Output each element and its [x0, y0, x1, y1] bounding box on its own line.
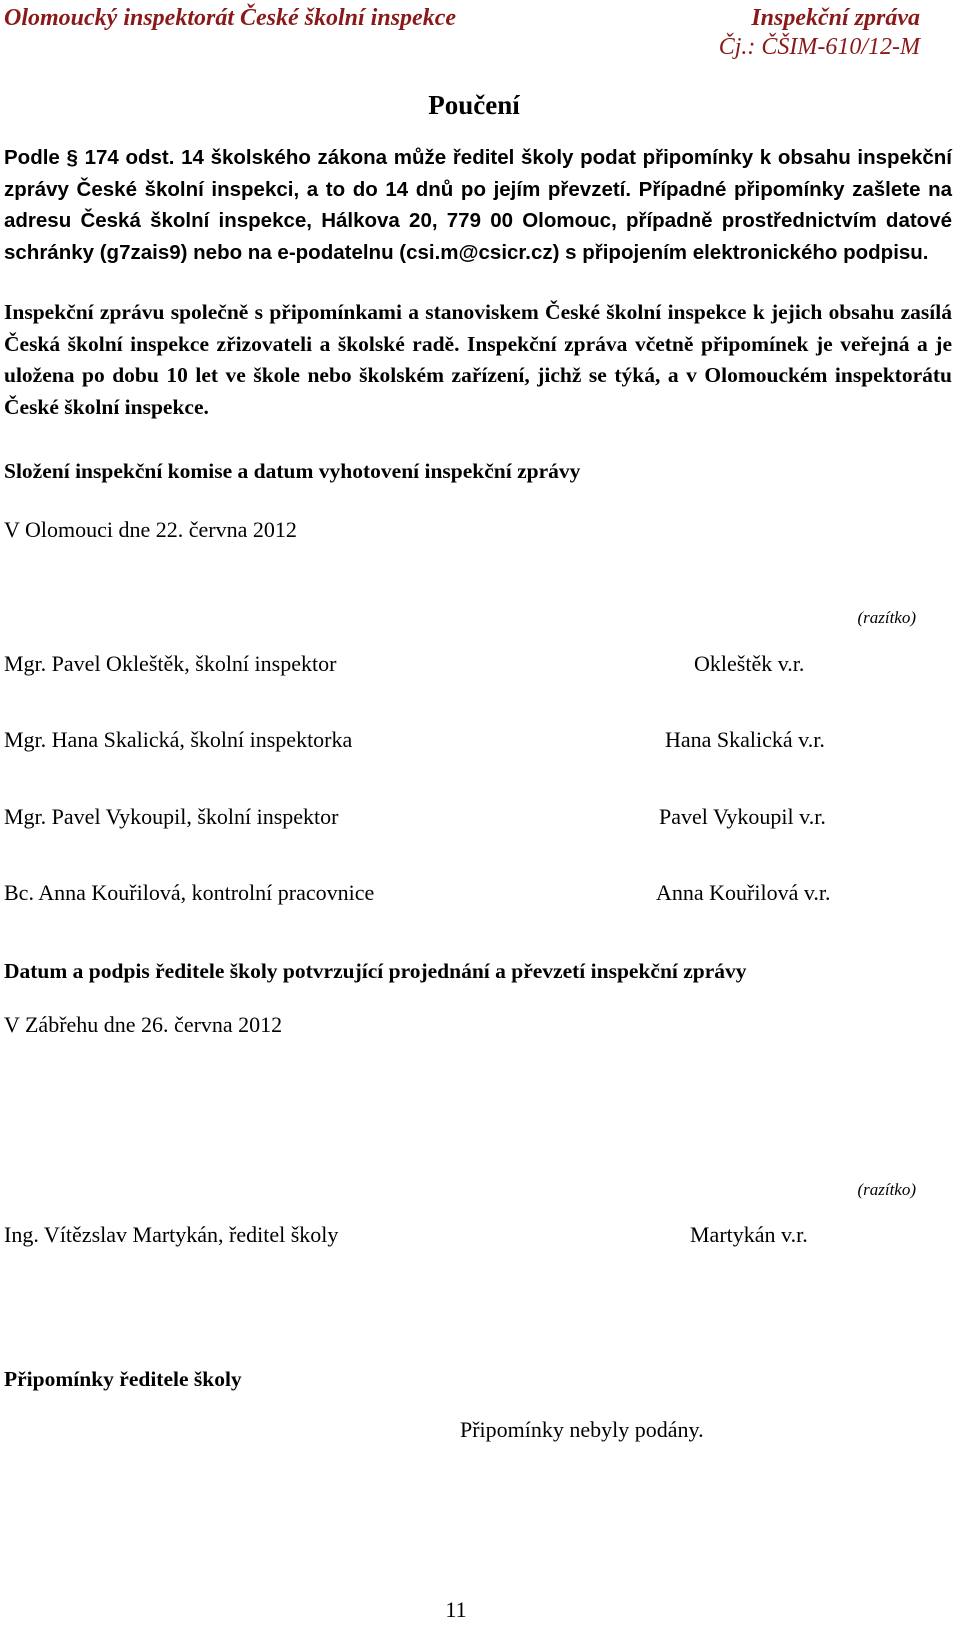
director-heading: Datum a podpis ředitele školy potvrzující projednání a převzetí inspekční zprávy	[4, 959, 747, 983]
commission-place-date: V Olomouci dne 22. června 2012	[4, 517, 297, 542]
commission-member-name: Mgr. Hana Skalická, školní inspektorka	[4, 727, 353, 752]
paragraph-instructions: Podle § 174 odst. 14 školského zákona může ředitel školy podat připomínky k obsahu inspekční zprávy České školní inspekci, a to do 14 dnů po jejím převzetí. Případné připomínky zašlete na adresu Česká školní inspekce, Hálkova 20, 779 00 Olomouc, případně prostřednictvím datové schránky (g7zais9) nebo na e-podatelnu (csi.m@csicr.cz) s připojením elektronického podpisu.	[4, 146, 952, 264]
director-name: Ing. Vítězslav Martykán, ředitel školy	[4, 1222, 339, 1247]
page-title: Poučení	[428, 90, 520, 120]
remarks-heading: Připomínky ředitele školy	[4, 1367, 242, 1391]
remarks-text: Připomínky nebyly podány.	[460, 1417, 704, 1442]
commission-member-signature: Okleštěk v.r.	[694, 651, 805, 676]
commission-member-name: Bc. Anna Kouřilová, kontrolní pracovnice	[4, 880, 375, 905]
commission-member-signature: Pavel Vykoupil v.r.	[659, 804, 826, 829]
commission-member-name: Mgr. Pavel Okleštěk, školní inspektor	[4, 651, 337, 676]
director-place-date: V Zábřehu dne 26. června 2012	[4, 1012, 283, 1037]
header-reference-number: Čj.: ČŠIM-610/12-M	[718, 34, 920, 60]
commission-member-signature: Hana Skalická v.r.	[665, 727, 825, 752]
header-right-title: Inspekční zpráva	[751, 5, 920, 31]
header-left: Olomoucký inspektorát České školní inspekce	[4, 5, 456, 31]
director-stamp-label: (razítko)	[857, 1180, 916, 1199]
paragraph-distribution: Inspekční zprávu společně s připomínkami a stanoviskem České školní inspekce k jejich obsahu zasílá Česká školní inspekce zřizovateli a školské radě. Inspekční zpráva včetně připomínek je veřejná a je uložena po dobu 10 let ve škole nebo školském zařízení, jichž se týká, a v Olomouckém inspektorátu České školní inspekce.	[4, 300, 952, 419]
page-number: 11	[445, 1597, 467, 1622]
commission-heading: Složení inspekční komise a datum vyhotovení inspekční zprávy	[4, 459, 581, 483]
commission-stamp-label: (razítko)	[857, 608, 916, 627]
commission-member-name: Mgr. Pavel Vykoupil, školní inspektor	[4, 804, 339, 829]
director-signature: Martykán v.r.	[690, 1222, 808, 1247]
commission-member-signature: Anna Kouřilová v.r.	[656, 880, 831, 905]
